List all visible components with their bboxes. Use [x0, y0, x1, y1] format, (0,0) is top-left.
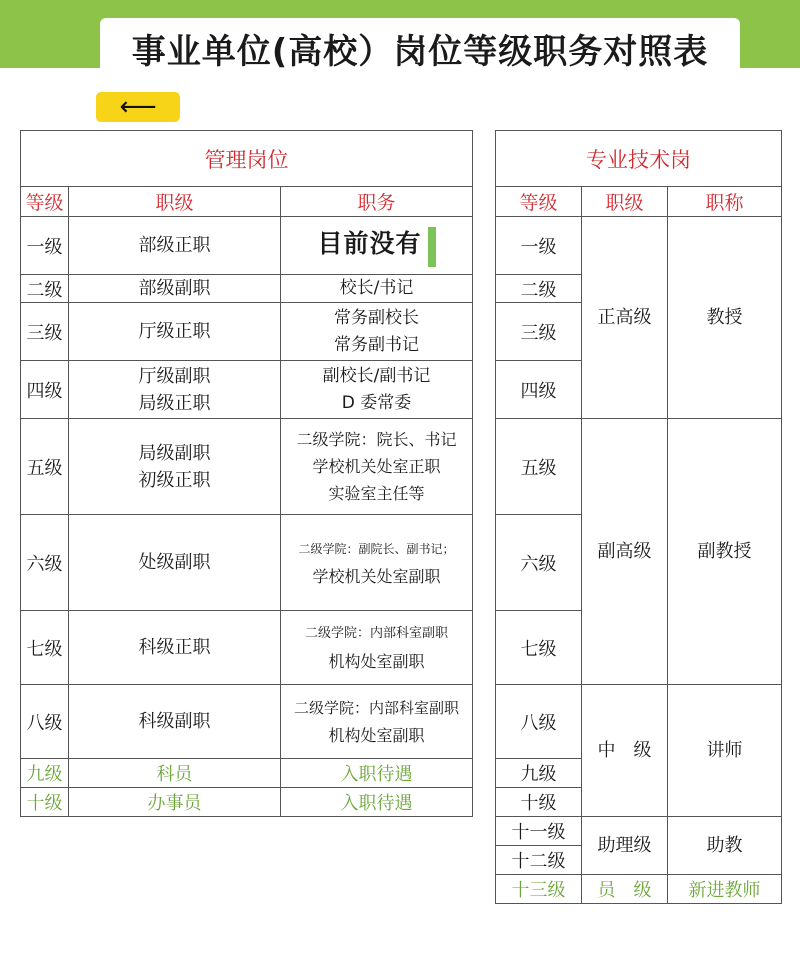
green-marker [428, 227, 436, 267]
level-cell: 一级 [21, 217, 69, 275]
rank-cell: 部级副职 [69, 275, 281, 303]
rank-cell: 处级副职 [69, 515, 281, 611]
duty-line: 实验室主任等 [328, 484, 425, 503]
table-row [21, 759, 473, 788]
duty-cell [281, 217, 473, 275]
rank-line: 厅级副职 [138, 365, 211, 387]
duty-line: 二级学院：内部科室副职 [294, 698, 460, 717]
level-cell: 三级 [496, 303, 582, 361]
level-cell: 三级 [21, 303, 69, 361]
duty-line: D 委常委 [341, 392, 412, 413]
level-cell: 十级 [496, 788, 582, 817]
level-cell: 九级 [21, 759, 69, 788]
level-cell: 十三级 [496, 875, 582, 904]
table-row [21, 361, 473, 419]
rank-cell: 科级正职 [69, 611, 281, 685]
duty-line: 学校机关处室正职 [312, 457, 441, 476]
level-cell: 七级 [496, 611, 582, 685]
rank-cell [69, 419, 281, 515]
title-cell: 助教 [668, 817, 782, 875]
duty-cell [281, 611, 473, 685]
rank-line: 初级正职 [138, 469, 211, 491]
duty-line: 机构处室副职 [328, 652, 425, 671]
duty-line: 二级学院：内部科室副职 [305, 626, 449, 641]
duty-text: 目前没有 [317, 228, 422, 258]
table-row [21, 611, 473, 685]
col-header-title: 职称 [668, 187, 782, 217]
level-cell: 十一级 [496, 817, 582, 846]
level-cell: 七级 [21, 611, 69, 685]
duty-cell: 校长/书记 [281, 275, 473, 303]
rank-cell: 办事员 [69, 788, 281, 817]
col-header-rank: 职级 [69, 187, 281, 217]
level-cell: 四级 [496, 361, 582, 419]
duty-cell: 入职待遇 [281, 788, 473, 817]
rank-cell: 部级正职 [69, 217, 281, 275]
level-cell: 十二级 [496, 846, 582, 875]
management-table [20, 130, 473, 817]
title-banner [100, 18, 740, 78]
level-cell: 四级 [21, 361, 69, 419]
level-cell: 九级 [496, 759, 582, 788]
table-row [21, 217, 473, 275]
title-cell: 副教授 [668, 419, 782, 685]
level-cell: 五级 [496, 419, 582, 515]
technical-title: 专业技术岗 [496, 131, 782, 187]
page-title: 事业单位(高校）岗位等级职务对照表 [131, 31, 709, 72]
table-row [21, 685, 473, 759]
rank-cell: 科级副职 [69, 685, 281, 759]
title-cell: 讲师 [668, 685, 782, 817]
level-cell: 八级 [496, 685, 582, 759]
duty-line: 常务副书记 [334, 334, 419, 355]
duty-line: 学校机关处室副职 [312, 567, 441, 586]
management-title: 管理岗位 [21, 131, 473, 187]
rank-line: 局级正职 [138, 392, 211, 414]
duty-cell [281, 419, 473, 515]
duty-line: 二级学院：院长、书记 [296, 430, 457, 449]
level-cell: 一级 [496, 217, 582, 275]
back-arrow-button[interactable] [96, 92, 180, 122]
rank-cell: 中 级 [582, 685, 668, 817]
col-header-level: 等级 [496, 187, 582, 217]
level-cell: 十级 [21, 788, 69, 817]
col-header-duty: 职务 [281, 187, 473, 217]
level-cell: 六级 [496, 515, 582, 611]
table-row [21, 419, 473, 515]
rank-cell: 厅级正职 [69, 303, 281, 361]
col-header-rank: 职级 [582, 187, 668, 217]
level-cell: 五级 [21, 419, 69, 515]
duty-cell [281, 361, 473, 419]
level-cell: 八级 [21, 685, 69, 759]
table-row [21, 515, 473, 611]
rank-cell: 副高级 [582, 419, 668, 685]
level-cell: 二级 [496, 275, 582, 303]
rank-cell: 正高级 [582, 217, 668, 419]
table-row [21, 275, 473, 303]
duty-cell [281, 685, 473, 759]
duty-cell: 入职待遇 [281, 759, 473, 788]
left-arrow-icon: ⟵ [119, 92, 157, 122]
level-cell: 六级 [21, 515, 69, 611]
rank-cell: 助理级 [582, 817, 668, 875]
duty-line: 机构处室副职 [328, 725, 425, 745]
title-cell: 新进教师 [668, 875, 782, 904]
rank-cell [69, 361, 281, 419]
duty-cell [281, 515, 473, 611]
duty-line: 常务副校长 [334, 307, 419, 328]
rank-cell: 员 级 [582, 875, 668, 904]
duty-line: 二级学院：副院长、副书记； [298, 542, 455, 556]
duty-cell [281, 303, 473, 361]
title-cell: 教授 [668, 217, 782, 419]
table-row [21, 788, 473, 817]
rank-cell: 科员 [69, 759, 281, 788]
technical-table [495, 130, 782, 904]
level-cell: 二级 [21, 275, 69, 303]
col-header-level: 等级 [21, 187, 69, 217]
duty-line: 副校长/副书记 [322, 365, 431, 386]
rank-line: 局级副职 [138, 442, 211, 464]
table-row [21, 303, 473, 361]
